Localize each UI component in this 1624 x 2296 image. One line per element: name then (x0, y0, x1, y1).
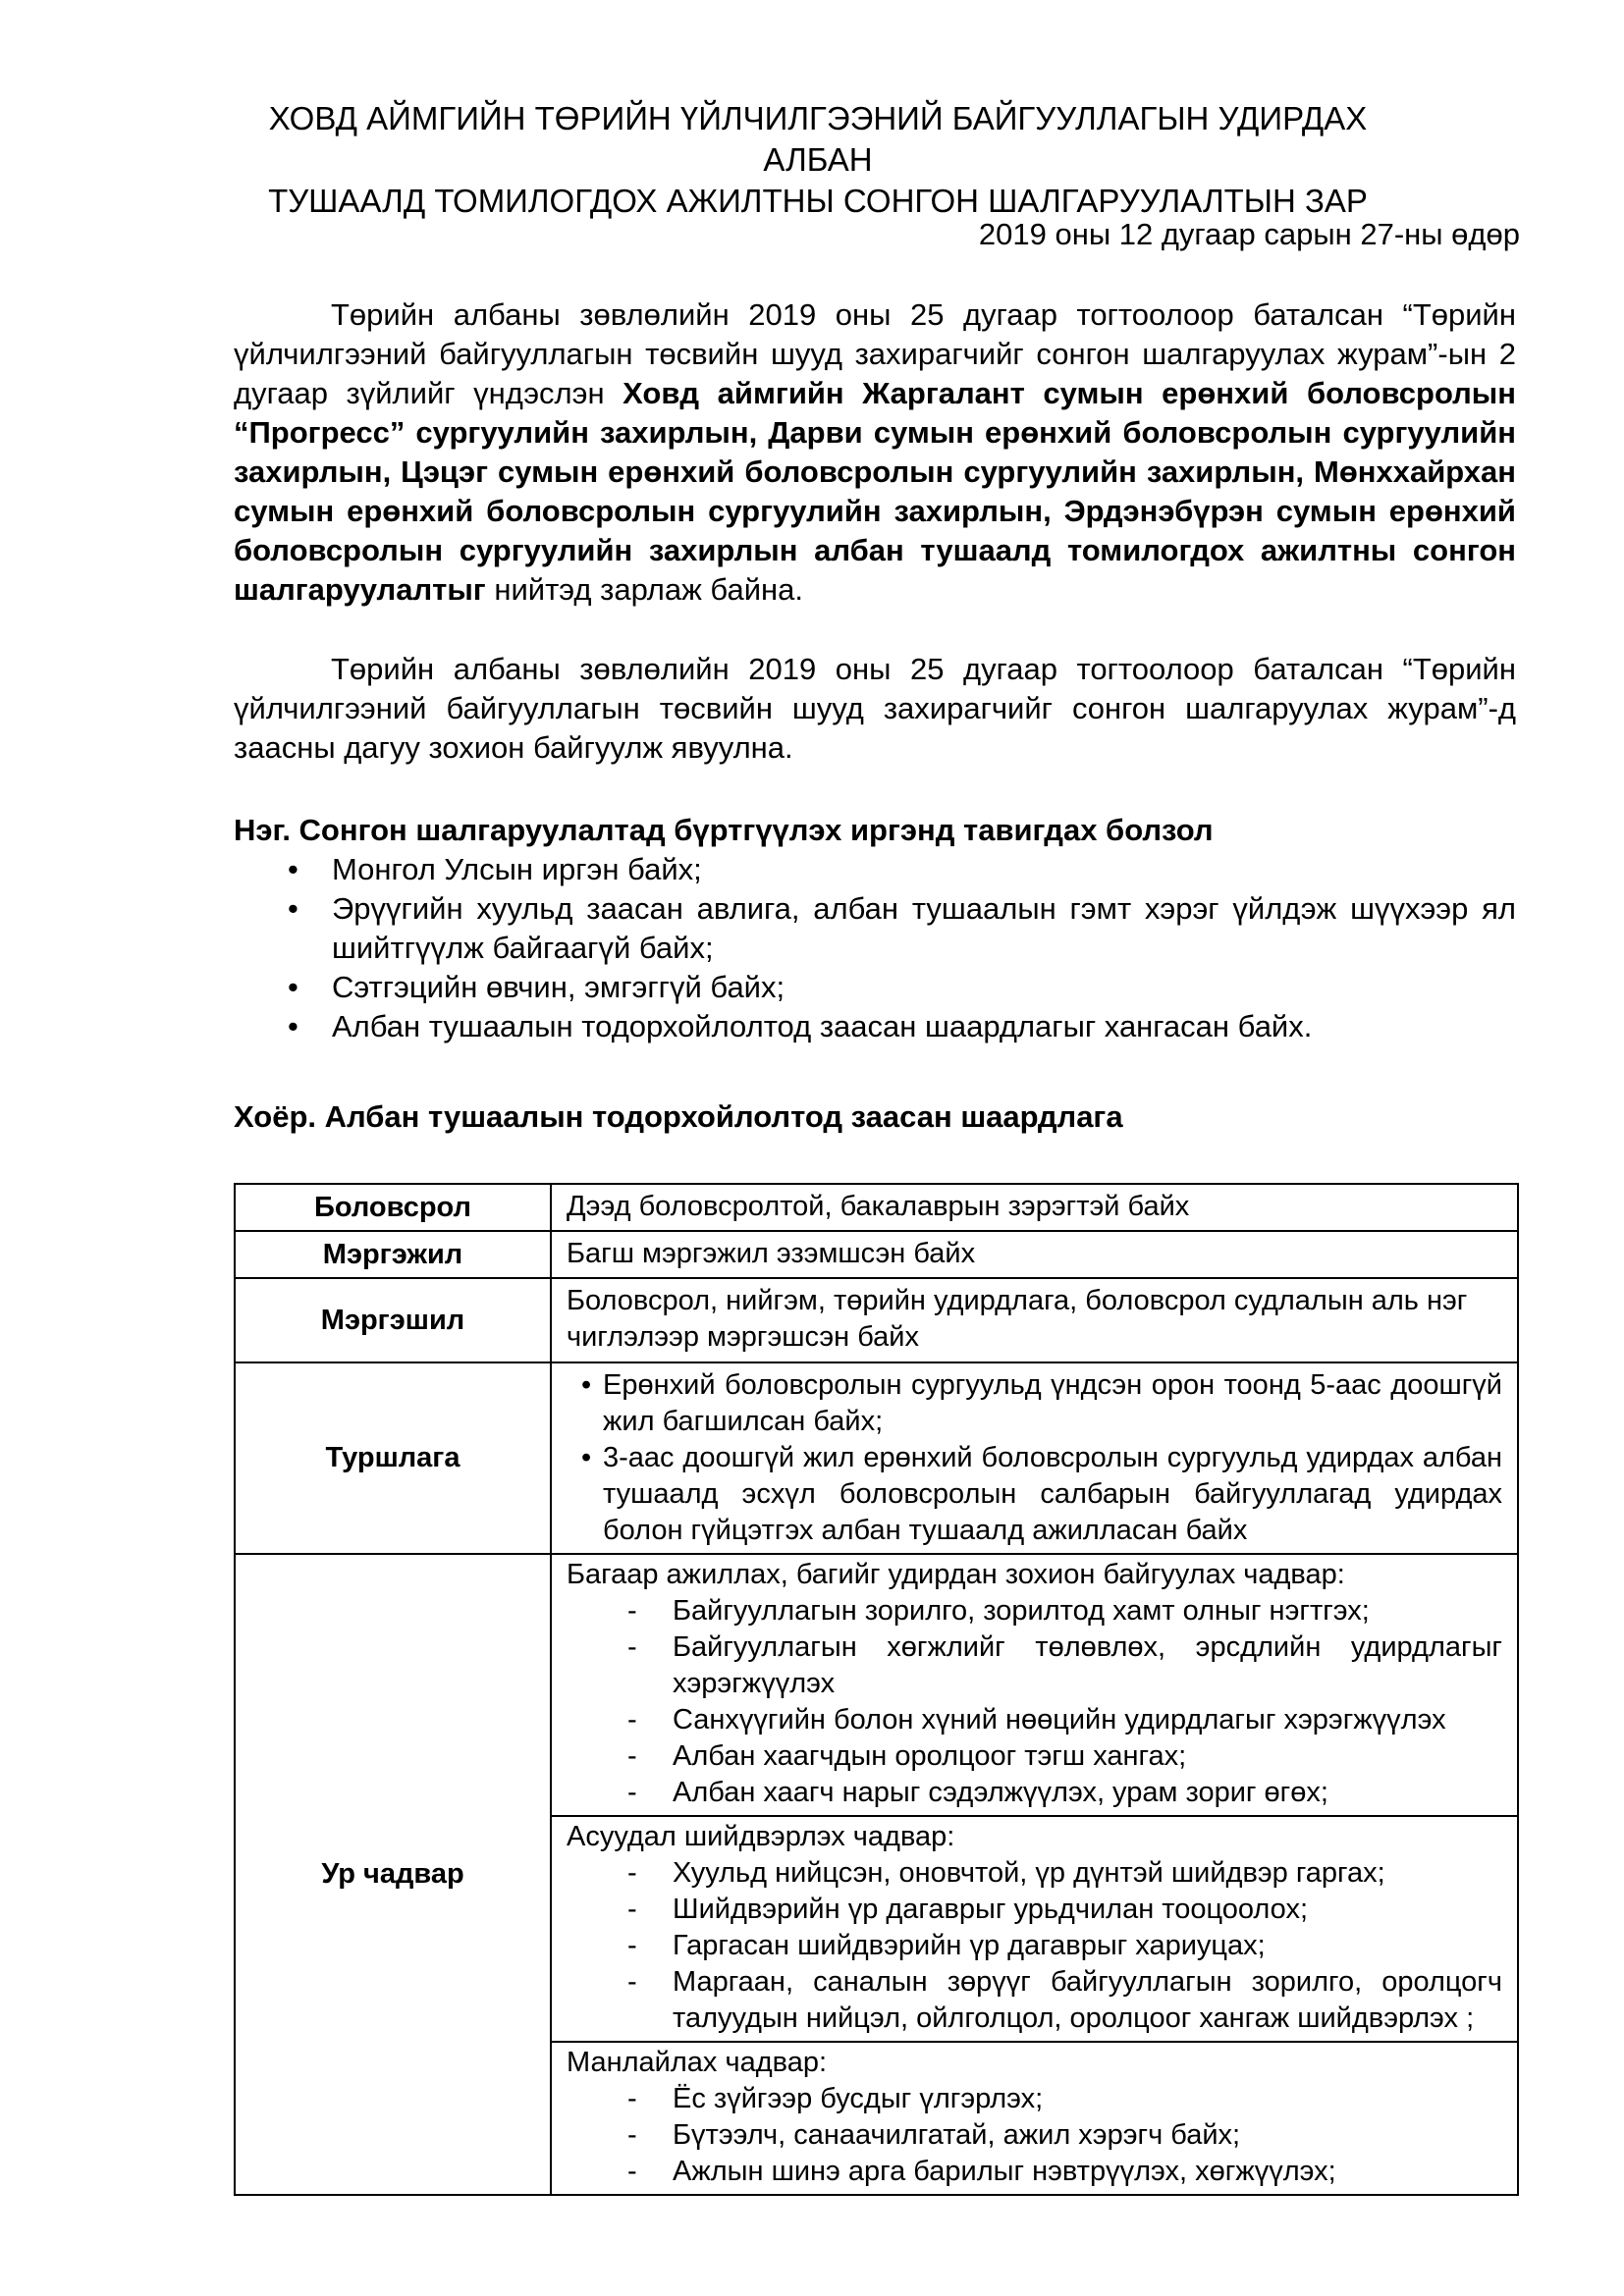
experience-label: Туршлага (235, 1362, 551, 1554)
leadership-block (552, 2043, 1517, 2194)
intro-paragraph-bold: Ховд аймгийн Жаргалант сумын ерөнхий боловсролын “Прогресс” сургуулийн захирлын, Дарви сумын ерөнхий боловсролын сургуулийн захирлын, Цэцэг сумын ерөнхий боловсролын сургуулийн захирлын, Мөнххайрхан сумын ерөнхий боловсролын сургуулийн захирлын, Эрдэнэбүрэн сумын ерөнхий боловсролын сургуулийн захирлын албан тушаалд томилогдох ажилтны сонгон шалгаруулалтыг (234, 376, 1517, 607)
list-item: - Шийдвэрийн үр дагаврыг урьдчилан тооцоолох; (567, 1892, 1502, 1928)
list-item: - Санхүүгийн болон хүний нөөцийн удирдлагыг хэрэгжүүлэх (567, 1702, 1502, 1738)
section-2-heading: Хоёр. Албан тушаалын тодорхойлолтод заасан шаардлага (234, 1099, 1123, 1134)
title-line-2: ТУШААЛД ТОМИЛОГДОХ АЖИЛТНЫ СОНГОН ШАЛГАРУУЛАЛТЫН ЗАР (268, 183, 1368, 219)
requirements-table (234, 1183, 1519, 2196)
education-label: Боловсрол (235, 1184, 551, 1231)
list-item: - Ажлын шинэ арга барилыг нэвтрүүлэх, хөгжүүлэх; (567, 2154, 1502, 2190)
problem-solving-title: Асуудал шийдвэрлэх чадвар: (567, 1821, 955, 1852)
capability-value (551, 1554, 1518, 2195)
title-line-1: ХОВД АЙМГИЙН ТӨРИЙН ҮЙЛЧИЛГЭЭНИЙ БАЙГУУЛЛАГЫН УДИРДАХ АЛБАН (268, 100, 1368, 178)
list-item: • Ерөнхий боловсролын сургуульд үндсэн орон тоонд 5-аас доошгүй жил багшилсан байх; (567, 1367, 1502, 1440)
list-item: - Хуульд нийцсэн, оновчтой, үр дүнтэй шийдвэр гаргах; (567, 1855, 1502, 1892)
experience-list (567, 1367, 1502, 1549)
profession-label: Мэргэжил (235, 1231, 551, 1278)
list-item: - Маргаан, саналын зөрүүг байгууллагын зорилго, оролцогч талуудын нийцэл, ойлголцол, оролцоог хангаж шийдвэрлэх ; (567, 1964, 1502, 2037)
document-date: 2019 оны 12 дугаар сарын 27-ны өдөр (978, 217, 1520, 251)
specialization-label: Мэргэшил (235, 1278, 551, 1362)
list-item: • Монгол Улсын иргэн байх; (234, 850, 1516, 889)
teamwork-block (552, 1555, 1517, 1817)
list-item: - Ёс зүйгээр бусдыг үлгэрлэх; (567, 2081, 1502, 2117)
intro-paragraph-start: Төрийн албаны зөвлөлийн 2019 оны 25 дугаар тогтоолоор баталсан “Төрийн үйлчилгээний байгууллагын төсвийн шууд захирагчийг сонгон шалгаруулах журам”-ын 2 дугаар зүйлийг үндэслэн (234, 297, 1516, 410)
problem-solving-block (552, 1817, 1517, 2043)
page-title (234, 98, 1402, 222)
eligibility-list (234, 850, 1516, 1046)
list-item: • 3-аас доошгүй жил ерөнхий боловсролын сургуульд удирдах албан тушаалд эсхүл боловсролын салбарын байгууллагад удирдах болон гүйцэтгэх албан тушаалд ажилласан байх (567, 1440, 1502, 1549)
capability-label: Ур чадвар (235, 1554, 551, 2195)
teamwork-list (567, 1593, 1502, 1811)
intro-paragraph-end: нийтэд зарлаж байна. (485, 572, 804, 607)
procedure-paragraph: Төрийн албаны зөвлөлийн 2019 оны 25 дугаар тогтоолоор баталсан “Төрийн үйлчилгээний байгууллагын төсвийн шууд захирагчийг сонгон шалгаруулах журам”-д заасны дагуу зохион байгуулж явуулна. (234, 652, 1516, 765)
list-item: • Албан тушаалын тодорхойлолтод заасан шаардлагыг хангасан байх. (234, 1007, 1516, 1046)
table-row (235, 1278, 1518, 1362)
section-1-heading: Нэг. Сонгон шалгаруулалтад бүртгүүлэх иргэнд тавигдах болзол (234, 813, 1214, 847)
list-item: - Гаргасан шийдвэрийн үр дагаврыг хариуцах; (567, 1928, 1502, 1964)
table-row (235, 1184, 1518, 1231)
leadership-list (567, 2081, 1502, 2190)
education-value: Дээд боловсролтой, бакалаврын зэрэгтэй байх (551, 1184, 1518, 1231)
list-item: - Байгууллагын зорилго, зорилтод хамт олныг нэгтгэх; (567, 1593, 1502, 1629)
list-item: • Сэтгэцийн өвчин, эмгэггүй байх; (234, 968, 1516, 1007)
table-row (235, 1554, 1518, 2195)
list-item: - Байгууллагын хөгжлийг төлөвлөх, эрсдлийн удирдлагыг хэрэгжүүлэх (567, 1629, 1502, 1702)
leadership-title: Манлайлах чадвар: (567, 2047, 828, 2078)
experience-value (551, 1362, 1518, 1554)
specialization-value: Боловсрол, нийгэм, төрийн удирдлага, боловсрол судлалын аль нэг чиглэлээр мэргэшсэн байх (551, 1278, 1518, 1362)
table-row (235, 1231, 1518, 1278)
teamwork-title: Багаар ажиллах, багийг удирдан зохион байгуулах чадвар: (567, 1559, 1345, 1590)
list-item: - Албан хаагч нарыг сэдэлжүүлэх, урам зориг өгөх; (567, 1775, 1502, 1811)
table-row (235, 1362, 1518, 1554)
list-item: • Эрүүгийн хуульд заасан авлига, албан тушаалын гэмт хэрэг үйлдэж шүүхээр ял шийтгүүлж байгаагүй байх; (234, 889, 1516, 968)
list-item: - Албан хаагчдын оролцоог тэгш хангах; (567, 1738, 1502, 1775)
profession-value: Багш мэргэжил эзэмшсэн байх (551, 1231, 1518, 1278)
intro-paragraph (234, 295, 1516, 610)
problem-solving-list (567, 1855, 1502, 2037)
list-item: - Бүтээлч, санаачилгатай, ажил хэрэгч байх; (567, 2117, 1502, 2154)
